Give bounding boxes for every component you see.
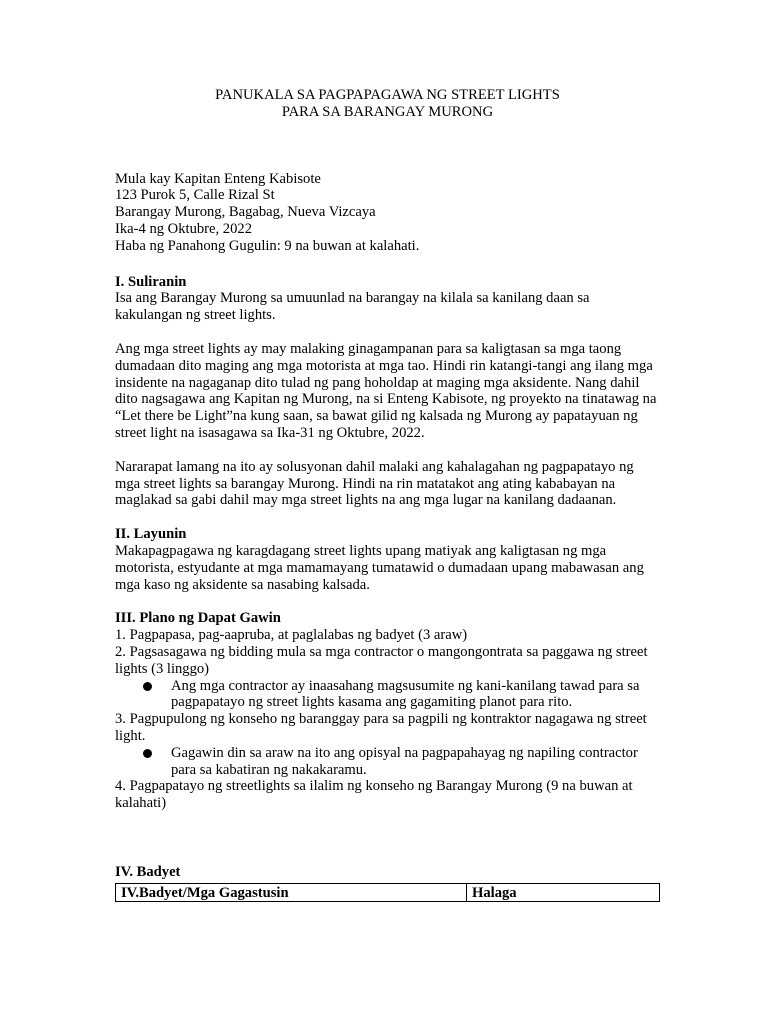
paragraph: Isa ang Barangay Murong sa umuunlad na barangay na kilala sa kanilang daan sa kakulangan ng street lights. <box>115 290 590 324</box>
bullet-icon <box>143 682 152 691</box>
table-header-row <box>116 883 660 901</box>
section-heading: II. Layunin <box>115 526 187 543</box>
address-line-2: Barangay Murong, Bagabag, Nueva Vizcaya <box>115 204 376 221</box>
list-item: 3. Pagpupulong ng konseho ng baranggay para sa pagpili ng kontraktor nagagawa ng street light. <box>115 711 647 744</box>
bullet-icon <box>143 749 152 758</box>
title-line-1: PANUKALA SA PAGPAPAGAWA NG STREET LIGHTS <box>215 87 560 103</box>
paragraph: Nararapat lamang na ito ay solusyonan dahil malaki ang kahalagahan ng pagpapatayo ng mga street lights sa barangay Murong. Hindi na rin matatakot ang ating kababayan na maglakad sa gabi dahil may mga street lights na ang mga lugar na kanilang dadaanan. <box>115 458 634 509</box>
list-item: 1. Pagpapasa, pag-aapruba, at paglalabas ng badyet (3 araw) <box>115 627 468 644</box>
list-item: 2. Pagsasagawa ng bidding mula sa mga contractor o mangongontrata sa paggawa ng street lights (3 linggo) <box>115 643 648 677</box>
paragraph: Ang mga street lights ay may malaking ginagampanan para sa kaligtasan sa mga taong dumadaan dito maging ang mga motorista at mga tao. Hindi rin katangi-tangi ang ilang mga insidente na nagaganap dito tulad ng pang hoholdap at maging mga aksidente. Nang dahil dito nagsagawa ang Kapitan ng Murong, na si Enteng Kabisote, ng proyekto na tinatawag na “Let there be Light”na kung saan, sa bawat gilid ng kalsada ng Murong ay papatayuan ng street light na isasagawa sa Ika-31 ng Oktubre, 2022. <box>115 340 657 441</box>
section-badyet <box>115 864 660 902</box>
table-header-cell: IV.Badyet/Mga Gagastusin <box>116 883 467 901</box>
address-line-1: 123 Purok 5, Calle Rizal St <box>115 187 275 204</box>
section-heading: I. Suliranin <box>115 273 187 290</box>
bullet-item <box>115 745 660 779</box>
title-line-2: PARA SA BARANGAY MURONG <box>281 103 494 120</box>
date-line: Ika-4 ng Oktubre, 2022 <box>115 220 252 237</box>
letter-header <box>115 171 660 255</box>
bullet-item <box>115 678 660 712</box>
section-heading: IV. Badyet <box>115 863 181 880</box>
document-page <box>115 87 660 902</box>
budget-table <box>115 883 660 902</box>
from-line: Mula kay Kapitan Enteng Kabisote <box>115 170 321 187</box>
section-suliranin <box>115 274 660 510</box>
section-heading: III. Plano ng Dapat Gawin <box>115 610 281 627</box>
list-item: 4. Pagpapatayo ng streetlights sa ilalim ng konseho ng Barangay Murong (9 na buwan at kalahati) <box>115 778 633 812</box>
table-header-cell: Halaga <box>467 883 660 901</box>
duration-line: Haba ng Panahong Gugulin: 9 na buwan at kalahati. <box>115 237 420 254</box>
paragraph: Makapagpagawa ng karagdagang street lights upang matiyak ang kaligtasan ng mga motorista, estyudante at mga mamamayang tumatawid o dumadaan upang mabawasan ang mga kaso ng aksidente sa nasabing kalsada. <box>115 542 644 593</box>
section-layunin <box>115 526 660 593</box>
bullet-text: Ang mga contractor ay inaasahang magsusumite ng kani-kanilang tawad para sa pagpapatayo ng street lights kasama ang gagamiting planot para rito. <box>171 677 640 711</box>
document-title <box>115 87 660 121</box>
section-plano <box>115 610 660 812</box>
bullet-text: Gagawin din sa araw na ito ang opisyal na pagpapahayag ng napiling contractor para sa kabatiran ng nakakaramu. <box>171 744 638 778</box>
